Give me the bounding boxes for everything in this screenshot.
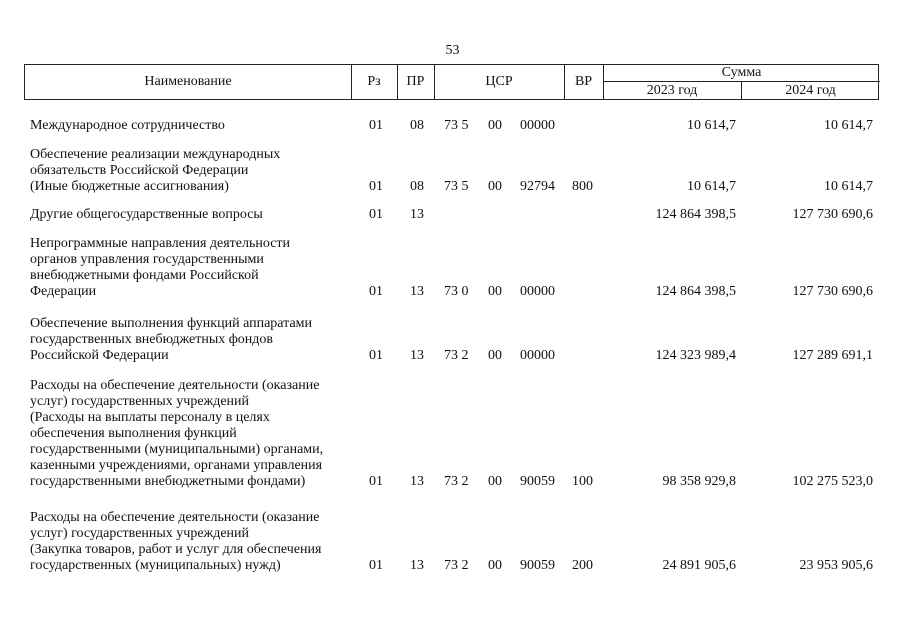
row-name-line: услуг) государственных учреждений: [30, 394, 250, 409]
row-csr-subprogram: 00: [488, 558, 502, 573]
row-name-line: Российской Федерации: [30, 348, 169, 363]
row-pr: 08: [410, 179, 424, 194]
row-csr-subprogram: 00: [488, 284, 502, 299]
row-csr-direction: 90059: [520, 558, 555, 573]
header-name: Наименование: [144, 74, 232, 89]
row-name-line: Международное сотрудничество: [30, 118, 225, 133]
row-csr-direction: 00000: [520, 118, 555, 133]
row-sum-2024: 127 730 690,6: [792, 207, 873, 222]
row-sum-2024: 102 275 523,0: [792, 474, 873, 489]
row-vr: 800: [572, 179, 593, 194]
row-rz: 01: [369, 348, 383, 363]
row-name-line: Другие общегосударственные вопросы: [30, 207, 263, 222]
row-csr-program: 73 5: [444, 118, 469, 133]
row-csr-subprogram: 00: [488, 118, 502, 133]
row-sum-2023: 124 323 989,4: [655, 348, 736, 363]
row-pr: 13: [410, 207, 424, 222]
row-sum-2023: 10 614,7: [687, 118, 736, 133]
header-sum: Сумма: [721, 65, 762, 80]
row-csr-program: 73 2: [444, 348, 469, 363]
row-sum-2024: 10 614,7: [824, 118, 873, 133]
header-rz: Рз: [367, 74, 381, 89]
header-pr: ПР: [406, 74, 425, 89]
row-name: [30, 510, 360, 574]
row-csr-program: 73 2: [444, 558, 469, 573]
row-name: [30, 316, 360, 364]
row-name-line: Обеспечение выполнения функций аппаратами: [30, 316, 313, 331]
row-name-line: Расходы на обеспечение деятельности (оказание: [30, 510, 320, 525]
row-name-line: казенными учреждениями, органами управления: [30, 458, 323, 473]
row-name-line: Обеспечение реализации международных: [30, 147, 281, 162]
row-csr-program: 73 2: [444, 474, 469, 489]
row-pr: 13: [410, 348, 424, 363]
row-csr-direction: 92794: [520, 179, 555, 194]
row-name-line: государственных внебюджетных фондов: [30, 332, 274, 347]
row-vr: 200: [572, 558, 593, 573]
row-csr-direction: 90059: [520, 474, 555, 489]
row-csr-program: 73 0: [444, 284, 469, 299]
header-year-2023: 2023 год: [646, 83, 698, 98]
row-name-line: Федерации: [30, 284, 97, 299]
row-csr-subprogram: 00: [488, 348, 502, 363]
row-sum-2024: 127 289 691,1: [792, 348, 873, 363]
row-pr: 13: [410, 284, 424, 299]
row-name-line: государственными внебюджетными фондами): [30, 474, 306, 489]
row-name-line: услуг) государственных учреждений: [30, 526, 250, 541]
row-csr-subprogram: 00: [488, 474, 502, 489]
row-name-line: обеспечения выполнения функций: [30, 426, 237, 441]
row-sum-2023: 124 864 398,5: [655, 207, 736, 222]
row-name-line: (Расходы на выплаты персоналу в целях: [30, 410, 270, 425]
row-name-line: (Закупка товаров, работ и услуг для обеспечения: [30, 542, 322, 557]
row-pr: 13: [410, 558, 424, 573]
row-name-line: органов управления государственными: [30, 252, 264, 267]
page-number: 53: [445, 43, 460, 58]
row-sum-2023: 24 891 905,6: [662, 558, 736, 573]
row-vr: 100: [572, 474, 593, 489]
row-sum-2023: 124 864 398,5: [655, 284, 736, 299]
row-csr-direction: 00000: [520, 348, 555, 363]
row-name: [30, 118, 360, 134]
row-name-line: обязательств Российской Федерации: [30, 163, 249, 178]
row-sum-2024: 10 614,7: [824, 179, 873, 194]
row-name-line: (Иные бюджетные ассигнования): [30, 179, 229, 194]
row-sum-2023: 10 614,7: [687, 179, 736, 194]
row-name: [30, 147, 360, 195]
row-rz: 01: [369, 284, 383, 299]
row-csr-subprogram: 00: [488, 179, 502, 194]
row-pr: 08: [410, 118, 424, 133]
header-csr: ЦСР: [485, 74, 513, 89]
header-vr: ВР: [574, 74, 593, 89]
row-rz: 01: [369, 207, 383, 222]
row-name-line: Непрограммные направления деятельности: [30, 236, 291, 251]
row-rz: 01: [369, 474, 383, 489]
row-rz: 01: [369, 118, 383, 133]
row-sum-2023: 98 358 929,8: [662, 474, 736, 489]
row-name: [30, 378, 360, 490]
row-pr: 13: [410, 474, 424, 489]
row-name-line: Расходы на обеспечение деятельности (оказание: [30, 378, 320, 393]
row-sum-2024: 127 730 690,6: [792, 284, 873, 299]
row-rz: 01: [369, 179, 383, 194]
row-sum-2024: 23 953 905,6: [799, 558, 873, 573]
row-name-line: внебюджетными фондами Российской: [30, 268, 259, 283]
row-csr-direction: 00000: [520, 284, 555, 299]
row-csr-program: 73 5: [444, 179, 469, 194]
row-name-line: государственными (муниципальными) органами,: [30, 442, 324, 457]
row-name-line: государственных (муниципальных) нужд): [30, 558, 281, 573]
row-rz: 01: [369, 558, 383, 573]
row-name: [30, 236, 360, 300]
header-year-2024: 2024 год: [785, 83, 836, 98]
row-name: [30, 207, 360, 223]
